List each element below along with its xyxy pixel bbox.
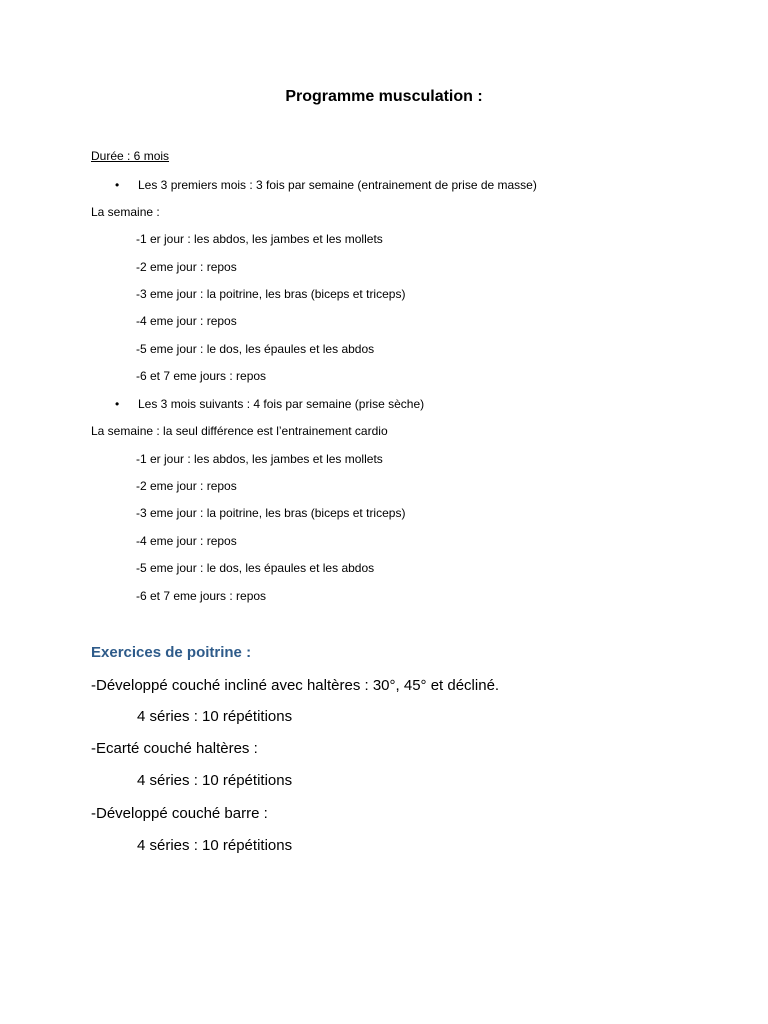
- phase2-day-5: -5 eme jour : le dos, les épaules et les abdos: [136, 561, 375, 575]
- exercises-heading: Exercices de poitrine :: [91, 644, 252, 661]
- phase2-text: Les 3 mois suivants : 4 fois par semaine (prise sèche): [138, 397, 425, 411]
- exercise-1-name: -Développé couché incliné avec haltères : 30°, 45° et décliné.: [91, 677, 500, 694]
- phase1-text: Les 3 premiers mois : 3 fois par semaine (entrainement de prise de masse): [138, 178, 537, 192]
- phase2-day-1: -1 er jour : les abdos, les jambes et les mollets: [136, 452, 383, 466]
- exercise-3-name: -Développé couché barre :: [91, 805, 268, 822]
- phase1-day-3: -3 eme jour : la poitrine, les bras (biceps et triceps): [136, 287, 406, 301]
- phase1-day-6: -6 et 7 eme jours : repos: [136, 369, 267, 383]
- phase1-bullet-icon: •: [115, 178, 120, 192]
- phase2-day-2: -2 eme jour : repos: [136, 479, 237, 493]
- exercise-2-name: -Ecarté couché haltères :: [91, 740, 258, 757]
- phase1-day-5: -5 eme jour : le dos, les épaules et les abdos: [136, 342, 375, 356]
- phase1-day-4: -4 eme jour : repos: [136, 314, 237, 328]
- phase2-week-label: La semaine : la seul différence est l’entrainement cardio: [91, 424, 388, 438]
- exercise-3-sets: 4 séries : 10 répétitions: [137, 837, 293, 854]
- phase2-day-6: -6 et 7 eme jours : repos: [136, 589, 267, 603]
- exercise-2-sets: 4 séries : 10 répétitions: [137, 772, 293, 789]
- phase1-week-label: La semaine :: [91, 205, 160, 219]
- phase1-day-2: -2 eme jour : repos: [136, 260, 237, 274]
- phase2-day-3: -3 eme jour : la poitrine, les bras (biceps et triceps): [136, 506, 406, 520]
- phase1-day-1: -1 er jour : les abdos, les jambes et les mollets: [136, 232, 383, 246]
- phase2-day-4: -4 eme jour : repos: [136, 534, 237, 548]
- exercise-1-sets: 4 séries : 10 répétitions: [137, 708, 293, 725]
- document-title: Programme musculation :: [285, 88, 483, 105]
- phase2-bullet-icon: •: [115, 397, 120, 411]
- duration-label: Durée : 6 mois: [91, 149, 170, 163]
